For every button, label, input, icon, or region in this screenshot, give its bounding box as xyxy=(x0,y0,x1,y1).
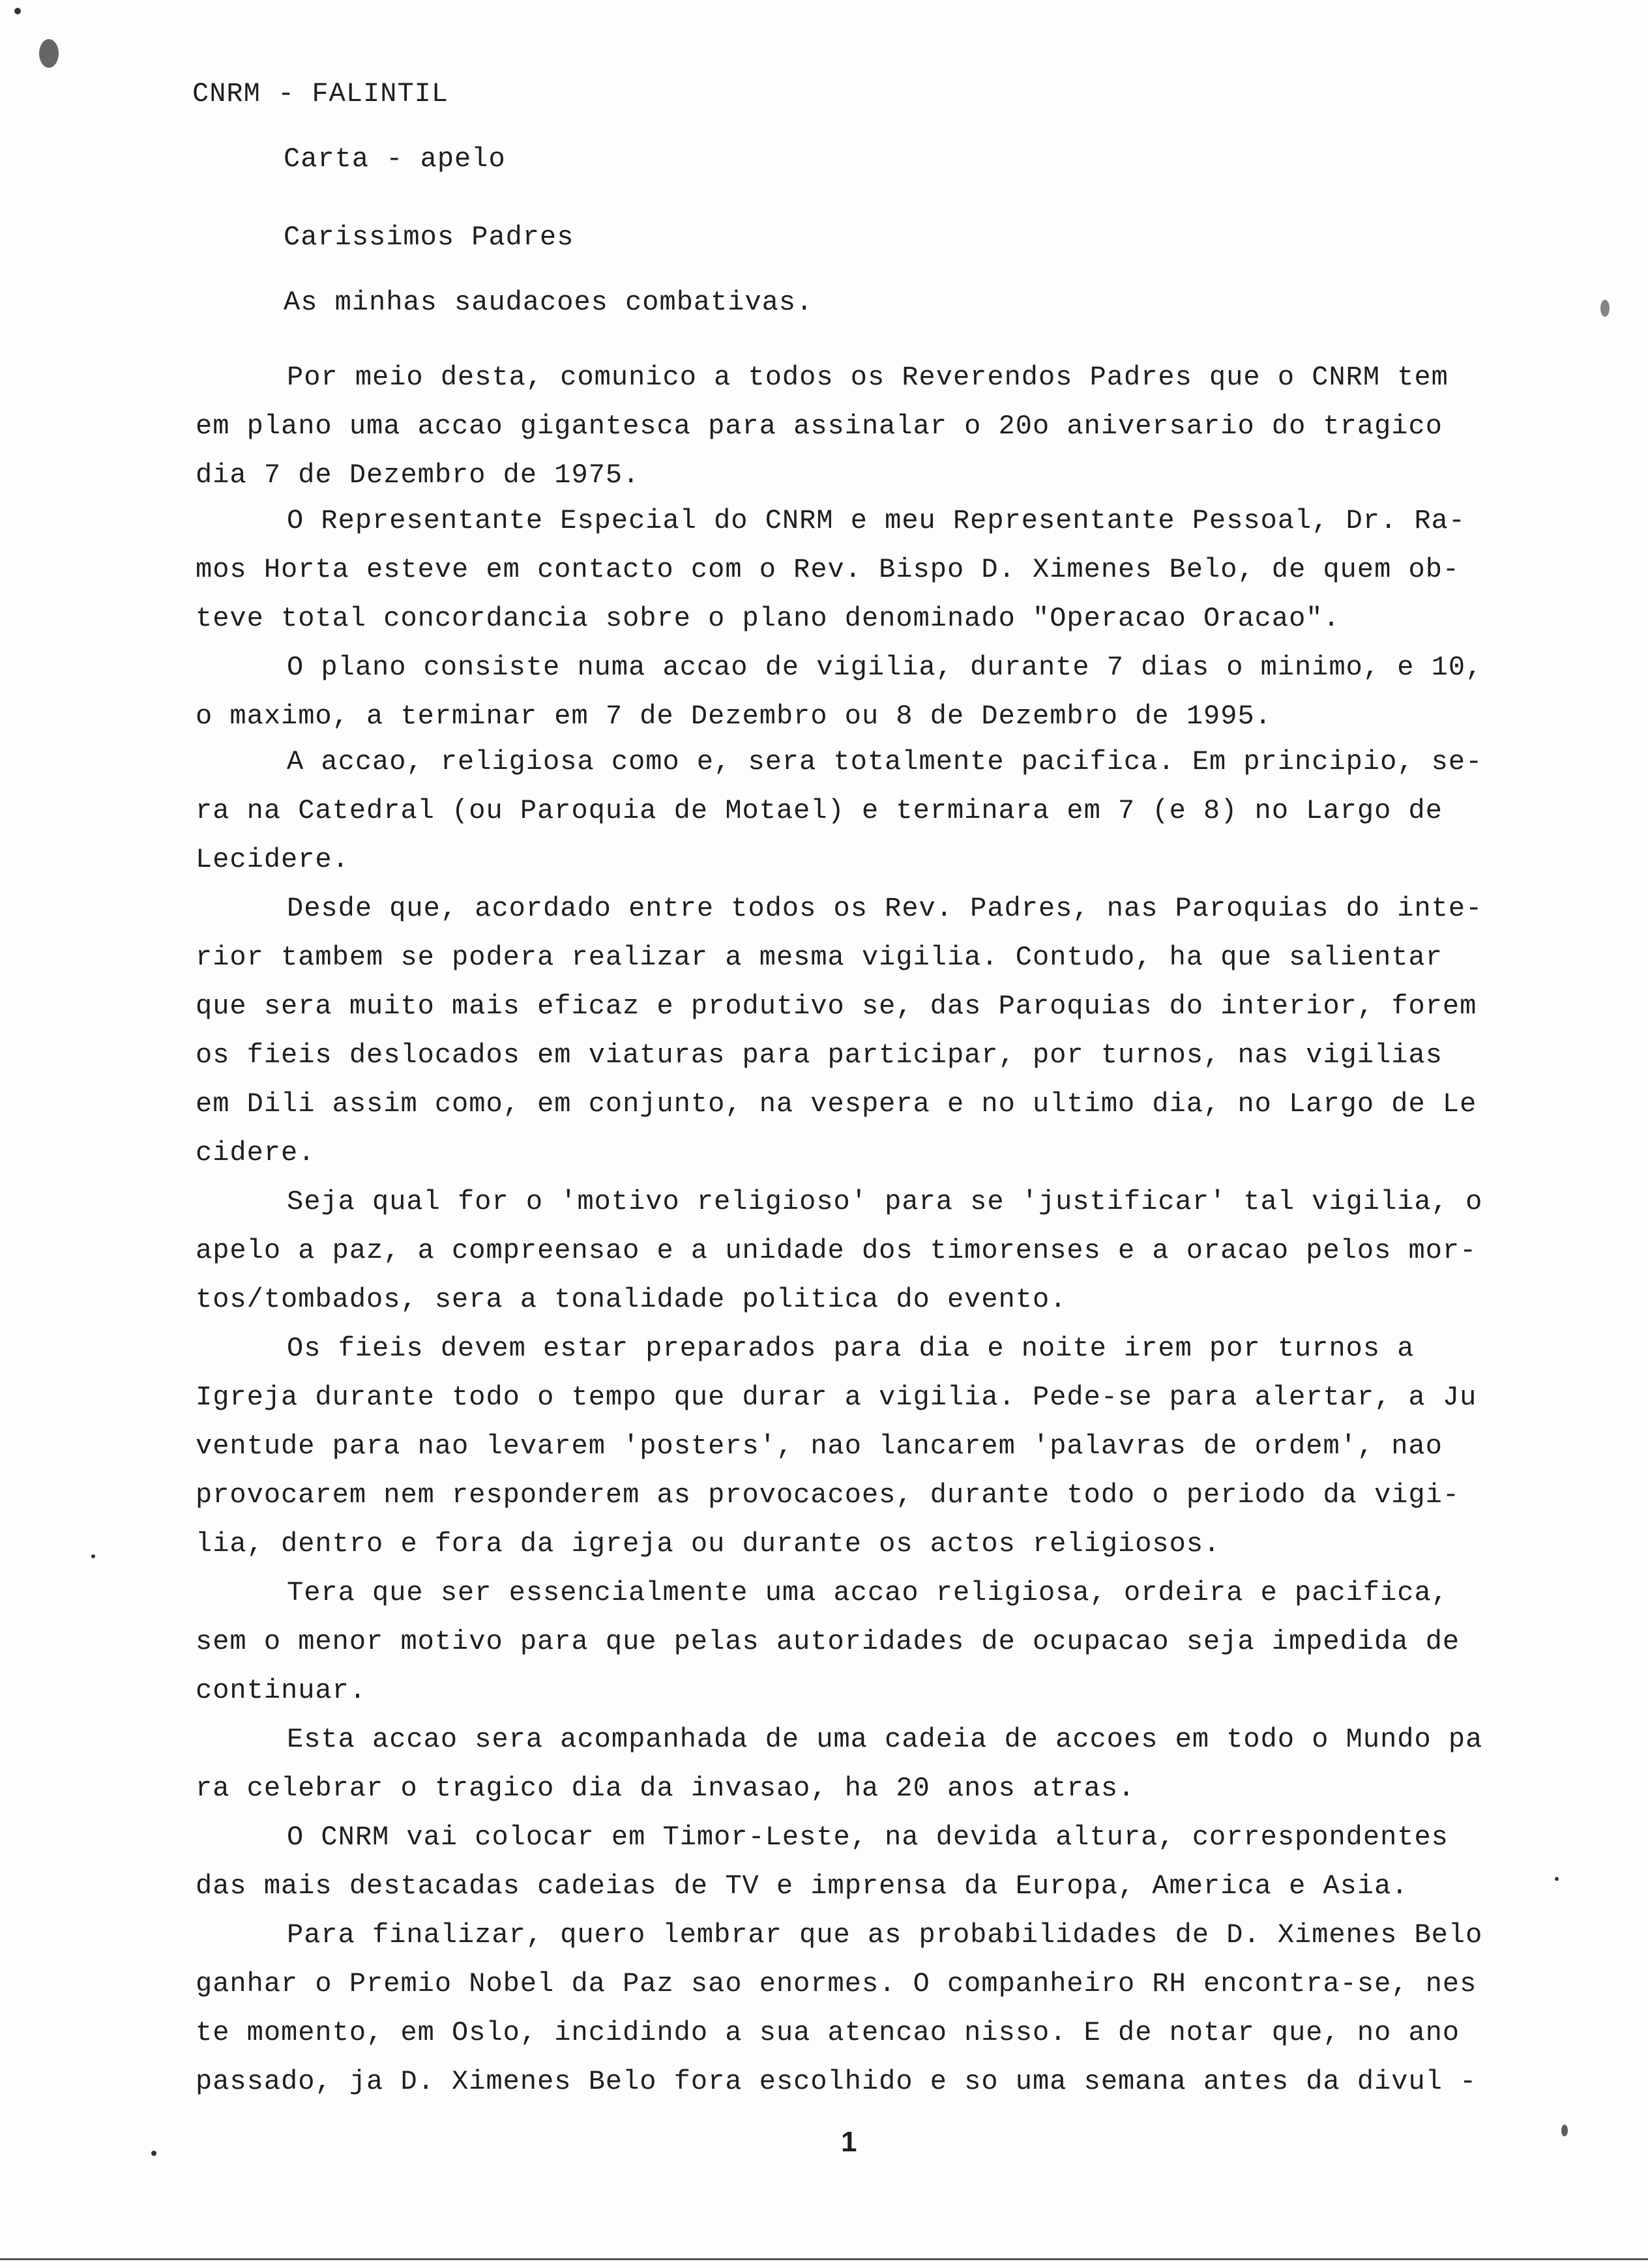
body-line: ra na Catedral (ou Paroquia de Motael) e terminara em 7 (e 8) no Largo de xyxy=(196,795,1443,826)
body-line: passado, ja D. Ximenes Belo fora escolhido e so uma semana antes da divul - xyxy=(196,2066,1477,2097)
body-line: Os fieis devem estar preparados para dia e noite irem por turnos a xyxy=(287,1333,1415,1364)
body-line: em Dili assim como, em conjunto, na vespera e no ultimo dia, no Largo de Le xyxy=(196,1088,1477,1120)
body-line: provocarem nem responderem as provocacoes, durante todo o periodo da vigi- xyxy=(196,1479,1460,1511)
body-line: rior tambem se podera realizar a mesma vigilia. Contudo, ha que salientar xyxy=(196,942,1443,973)
body-line: ra celebrar o tragico dia da invasao, ha 20 anos atras. xyxy=(196,1773,1136,1804)
scan-speck xyxy=(1555,1877,1559,1881)
body-line: em plano uma accao gigantesca para assinalar o 20o aniversario do tragico xyxy=(196,411,1443,442)
body-line: apelo a paz, a compreensao e a unidade dos timorenses e a oracao pelos mor- xyxy=(196,1235,1477,1266)
body-line: dia 7 de Dezembro de 1975. xyxy=(196,459,640,491)
scan-speck xyxy=(91,1554,95,1558)
body-line: continuar. xyxy=(196,1675,367,1706)
body-line: teve total concordancia sobre o plano denominado "Operacao Oracao". xyxy=(196,603,1340,634)
body-line: o maximo, a terminar em 7 de Dezembro ou 8 de Dezembro de 1995. xyxy=(196,701,1272,732)
body-line: lia, dentro e fora da igreja ou durante os actos religiosos. xyxy=(196,1528,1221,1560)
body-line: sem o menor motivo para que pelas autoridades de ocupacao seja impedida de xyxy=(196,1626,1460,1657)
letter-salutation: As minhas saudacoes combativas. xyxy=(284,287,814,318)
body-line: que sera muito mais eficaz e produtivo se, das Paroquias do interior, forem xyxy=(196,991,1477,1022)
body-line: os fieis deslocados em viaturas para participar, por turnos, nas vigilias xyxy=(196,1040,1443,1071)
body-line: Tera que ser essencialmente uma accao religiosa, ordeira e pacifica, xyxy=(287,1577,1449,1608)
body-line: Por meio desta, comunico a todos os Reverendos Padres que o CNRM tem xyxy=(287,362,1449,393)
body-line: ganhar o Premio Nobel da Paz sao enormes. O companheiro RH encontra-se, nes xyxy=(196,1968,1477,1999)
body-line: cidere. xyxy=(196,1137,316,1169)
body-line: mos Horta esteve em contacto com o Rev. Bispo D. Ximenes Belo, de quem ob- xyxy=(196,554,1460,585)
body-line: A accao, religiosa como e, sera totalmente pacifica. Em principio, se- xyxy=(287,746,1483,778)
scan-speck xyxy=(39,39,59,68)
body-line: das mais destacadas cadeias de TV e imprensa da Europa, America e Asia. xyxy=(196,1870,1409,1902)
letter-subject: Carta - apelo xyxy=(284,143,506,175)
body-line: Lecidere. xyxy=(196,844,349,875)
body-line: O CNRM vai colocar em Timor-Leste, na devida altura, correspondentes xyxy=(287,1822,1449,1853)
body-line: Para finalizar, quero lembrar que as probabilidades de D. Ximenes Belo xyxy=(287,1919,1483,1951)
letter-header: CNRM - FALINTIL xyxy=(192,78,449,109)
body-line: O plano consiste numa accao de vigilia, durante 7 dias o minimo, e 10, xyxy=(287,652,1483,683)
body-line: te momento, em Oslo, incidindo a sua atencao nisso. E de notar que, no ano xyxy=(196,2017,1460,2048)
letter-greeting: Carissimos Padres xyxy=(284,222,574,253)
body-line: O Representante Especial do CNRM e meu Representante Pessoal, Dr. Ra- xyxy=(287,505,1466,536)
scan-speck xyxy=(1561,2125,1568,2136)
scan-speck xyxy=(151,2151,156,2156)
body-line: Desde que, acordado entre todos os Rev. Padres, nas Paroquias do inte- xyxy=(287,893,1483,924)
page-number: 1 xyxy=(841,2126,857,2158)
body-line: Igreja durante todo o tempo que durar a vigilia. Pede-se para alertar, a Ju xyxy=(196,1382,1477,1413)
body-line: tos/tombados, sera a tonalidade politica do evento. xyxy=(196,1284,1067,1315)
scan-speck xyxy=(14,8,21,14)
scan-edge-line xyxy=(0,2258,1648,2260)
body-line: Seja qual for o 'motivo religioso' para se 'justificar' tal vigilia, o xyxy=(287,1186,1483,1217)
scan-speck xyxy=(1600,300,1610,317)
body-line: Esta accao sera acompanhada de uma cadeia de accoes em todo o Mundo pa xyxy=(287,1724,1483,1755)
body-line: ventude para nao levarem 'posters', nao lancarem 'palavras de ordem', nao xyxy=(196,1431,1443,1462)
